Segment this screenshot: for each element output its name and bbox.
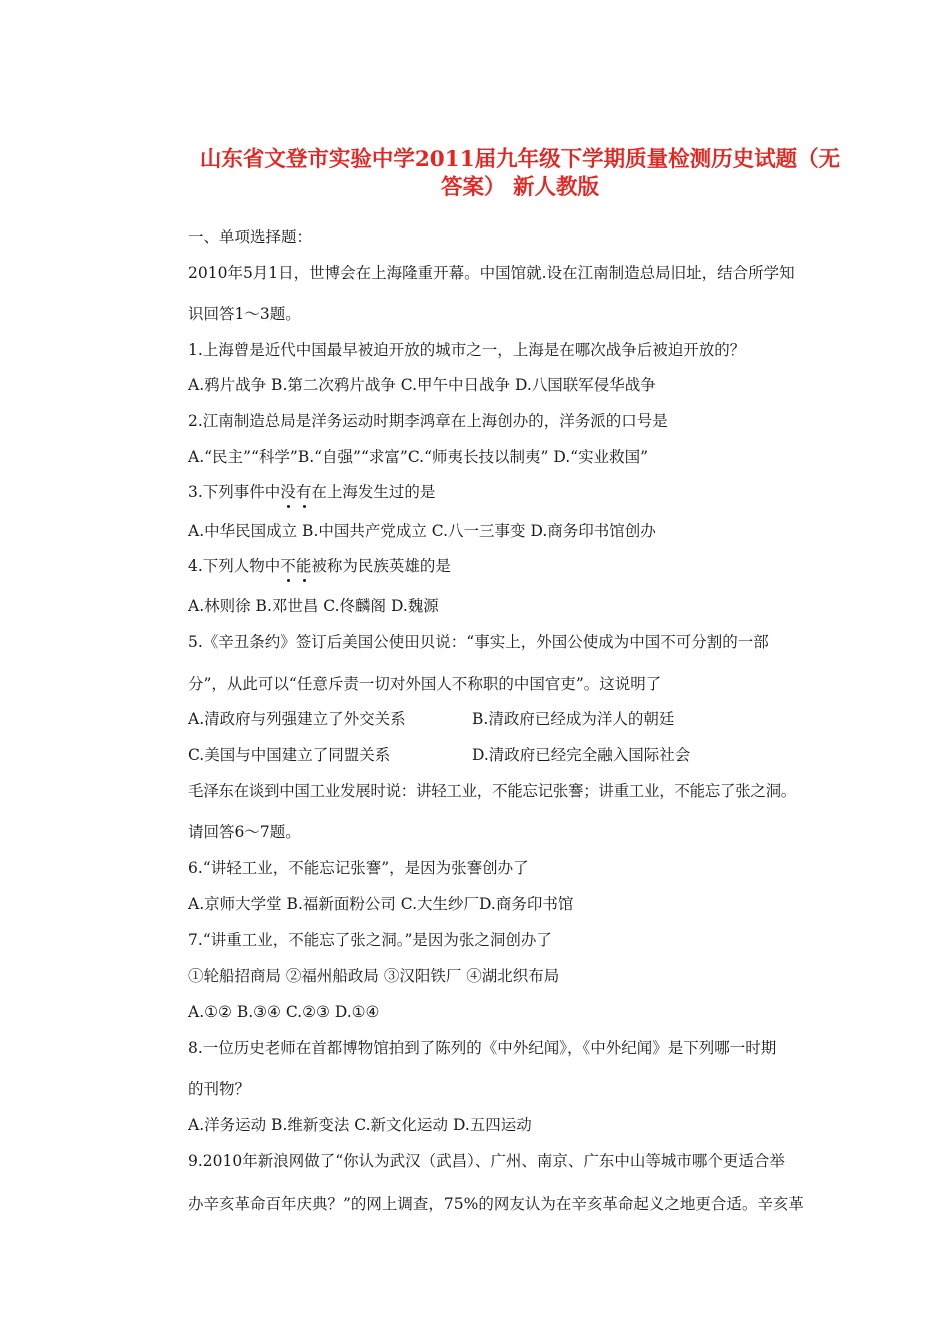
q5-option-c: C.美国与中国建立了同盟关系 <box>188 746 391 764</box>
q4-stem <box>188 556 451 576</box>
emphasis-char: 能 <box>295 557 312 575</box>
q1-options: A.鸦片战争 B.第二次鸦片战争 C.甲午中日战争 D.八国联军侵华战争 <box>188 376 656 394</box>
q5-option-d: D.清政府已经完全融入国际社会 <box>472 746 691 764</box>
title-line-1: 山东省文登市实验中学2011届九年级下学期质量检测历史试题（无 <box>199 147 841 172</box>
q5-options-row-2 <box>188 745 748 765</box>
q5-stem-line-1: 5.《辛丑条约》签订后美国公使田贝说：“事实上，外国公使成为中国不可分割的一部 <box>188 633 769 651</box>
q7-options: A.①② B.③④ C.②③ D.①④ <box>188 1003 380 1021</box>
q4-options: A.林则徐 B.邓世昌 C.佟麟阁 D.魏源 <box>188 597 439 615</box>
document-title <box>170 146 870 202</box>
q4-stem-before: 4.下列人物中 <box>188 557 281 575</box>
q3-stem <box>188 482 435 502</box>
q9-stem-line-2: 办辛亥革命百年庆典？”的网上调查，75%的网友认为在辛亥革命起义之地更合适。辛亥革 <box>188 1195 804 1213</box>
q8-stem-line-1: 8.一位历史老师在首都博物馆拍到了陈列的《中外纪闻》，《中外纪闻》是下列哪一时期 <box>188 1039 777 1057</box>
q5-option-b: B.清政府已经成为洋人的朝廷 <box>472 710 675 728</box>
q3-options: A.中华民国成立 B.中国共产党成立 C.八一三事变 D.商务印书馆创办 <box>188 522 656 540</box>
intro-1-3-line-2: 识回答1～3题。 <box>188 305 301 323</box>
q2-options: A.“民主”“科学”B.“自强”“求富”C.“师夷长技以制夷” D.“实业救国” <box>188 448 648 466</box>
intro-6-7-line-2: 请回答6～7题。 <box>188 823 301 841</box>
section-heading: 一、单项选择题： <box>188 228 313 246</box>
q6-stem: 6.“讲轻工业，不能忘记张謇”，是因为张謇创办了 <box>188 859 529 877</box>
q9-stem-line-1: 9.2010年新浪网做了“你认为武汉（武昌）、广州、南京、广东中山等城市哪个更适合举 <box>188 1152 785 1170</box>
title-line-2: 答案） 新人教版 <box>441 175 599 200</box>
q5-option-a: A.清政府与列强建立了外交关系 <box>188 710 406 728</box>
q7-stem: 7.“讲重工业，不能忘了张之洞。”是因为张之洞创办了 <box>188 931 552 949</box>
q8-options: A.洋务运动 B.维新变法 C.新文化运动 D.五四运动 <box>188 1116 532 1134</box>
emphasis-char: 有 <box>295 483 312 501</box>
q3-stem-before: 3.下列事件中 <box>188 483 281 501</box>
q2-stem: 2.江南制造总局是洋务运动时期李鸿章在上海创办的，洋务派的口号是 <box>188 412 668 430</box>
q6-options: A.京师大学堂 B.福新面粉公司 C.大生纱厂D.商务印书馆 <box>188 895 574 913</box>
q7-items: ①轮船招商局 ②福州船政局 ③汉阳铁厂 ④湖北织布局 <box>188 967 560 985</box>
q3-stem-after: 在上海发生过的是 <box>311 483 436 501</box>
emphasis-char: 不 <box>280 557 296 575</box>
emphasis-char: 没 <box>280 483 296 501</box>
intro-1-3-line-1: 2010年5月1日，世博会在上海隆重开幕。中国馆就.设在江南制造总局旧址，结合所学知 <box>188 264 795 282</box>
q8-stem-line-2: 的刊物？ <box>188 1080 251 1098</box>
q5-options-row-1 <box>188 709 748 729</box>
intro-6-7-line-1: 毛泽东在谈到中国工业发展时说：讲轻工业，不能忘记张謇；讲重工业，不能忘了张之洞。 <box>188 782 797 800</box>
q4-stem-after: 被称为民族英雄的是 <box>311 557 451 575</box>
q1-stem: 1.上海曾是近代中国最早被迫开放的城市之一，上海是在哪次战争后被迫开放的？ <box>188 341 746 359</box>
q5-stem-line-2: 分”，从此可以“任意斥责一切对外国人不称职的中国官吏”。这说明了 <box>188 675 662 693</box>
